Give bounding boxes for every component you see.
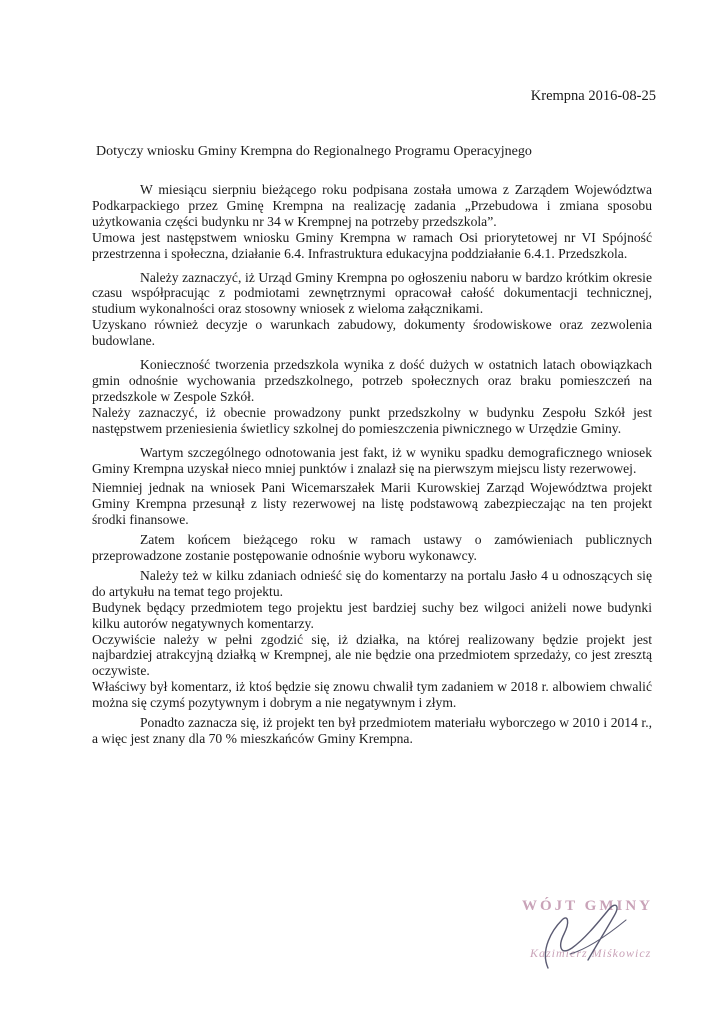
paragraph: Zatem końcem bieżącego roku w ramach ustawy o zamówieniach publicznych przeprowadzone zostanie postępowanie odnośnie wyboru wykonawcy. bbox=[92, 532, 652, 564]
paragraph: Ponadto zaznacza się, iż projekt ten był przedmiotem materiału wyborczego w 2010 i 2014 r., a więc jest znany dla 70 % mieszkańców Gminy Krempna. bbox=[92, 715, 652, 746]
stamp-name: Kazimierz Miśkowicz bbox=[530, 946, 652, 960]
letter-body bbox=[92, 182, 652, 747]
paragraph: Konieczność tworzenia przedszkola wynika z dość dużych w ostatnich latach obowiązkach gmin odnośnie wychowania przedszkolnego, potrzeb społecznych oraz braku pomieszczeń na przedszkole w Zespole Szkół. bbox=[92, 357, 652, 404]
official-stamp bbox=[500, 890, 670, 980]
stamp-title: WÓJT GMINY bbox=[522, 898, 653, 914]
letter-date: Krempna 2016-08-25 bbox=[530, 88, 656, 104]
handwritten-signature bbox=[500, 890, 670, 980]
letter-subject: Dotyczy wniosku Gminy Krempna do Regionalnego Programu Operacyjnego bbox=[96, 144, 532, 159]
paragraph: W miesiącu sierpniu bieżącego roku podpisana została umowa z Zarządem Województwa Podkarpackiego przez Gminę Krempna na realizację zadania „Przebudowa i zmiana sposobu użytkowania części budynku nr 34 w Krempnej na potrzeby przedszkola”. bbox=[92, 182, 652, 229]
paragraph: Niemniej jednak na wniosek Pani Wicemarszałek Marii Kurowskiej Zarząd Województwa projekt Gminy Krempna przesunął z listy rezerwowej na listę podstawową zabezpieczając na ten projekt środki finansowe. bbox=[92, 480, 652, 528]
paragraph: Uzyskano również decyzje o warunkach zabudowy, dokumenty środowiskowe oraz zezwolenia budowlane. bbox=[92, 317, 652, 349]
paragraph: Należy zaznaczyć, iż Urząd Gminy Krempna po ogłoszeniu naboru w bardzo krótkim okresie czasu współpracując z podmiotami zewnętrznymi opracował całość dokumentacji technicznej, studium wykonalności oraz stosowny wniosek z wieloma załącznikami. bbox=[92, 269, 652, 317]
paragraph: Należy zaznaczyć, iż obecnie prowadzony punkt przedszkolny w budynku Zespołu Szkół jest następstwem przeniesienia świetlicy szkolnej do pomieszczenia piwnicznego w Urzędzie Gminy. bbox=[92, 404, 652, 436]
paragraph: Oczywiście należy w pełni zgodzić się, iż działka, na której realizowany będzie projekt jest najbardziej atrakcyjną działką w Krempnej, ale nie będzie ona przedmiotem sprzedaży, co jest zresztą oczywiste. bbox=[92, 631, 652, 679]
paragraph: Właściwy był komentarz, iż ktoś będzie się znowu chwalił tym zadaniem w 2018 r. albowiem chwalić można się czymś pozytywnym i dobrym a nie negatywnym i złym. bbox=[92, 679, 652, 711]
paragraph: Należy też w kilku zdaniach odnieść się do komentarzy na portalu Jasło 4 u odnoszących się do artykułu na temat tego projektu. bbox=[92, 567, 652, 599]
paragraph: Wartym szczególnego odnotowania jest fakt, iż w wyniku spadku demograficznego wniosek Gminy Krempna uzyskał nieco mniej punktów i znalazł się na pierwszym miejscu listy rezerwowej. bbox=[92, 444, 652, 476]
paragraph: Budynek będący przedmiotem tego projektu jest bardziej suchy bez wilgoci aniżeli nowe budynki kilku autorów negatywnych komentarzy. bbox=[92, 599, 652, 631]
paragraph: Umowa jest następstwem wniosku Gminy Krempna w ramach Osi priorytetowej nr VI Spójność przestrzenna i społeczna, działanie 6.4. Infrastruktura edukacyjna poddziałanie 6.4.1. Przedszkola. bbox=[92, 229, 652, 261]
